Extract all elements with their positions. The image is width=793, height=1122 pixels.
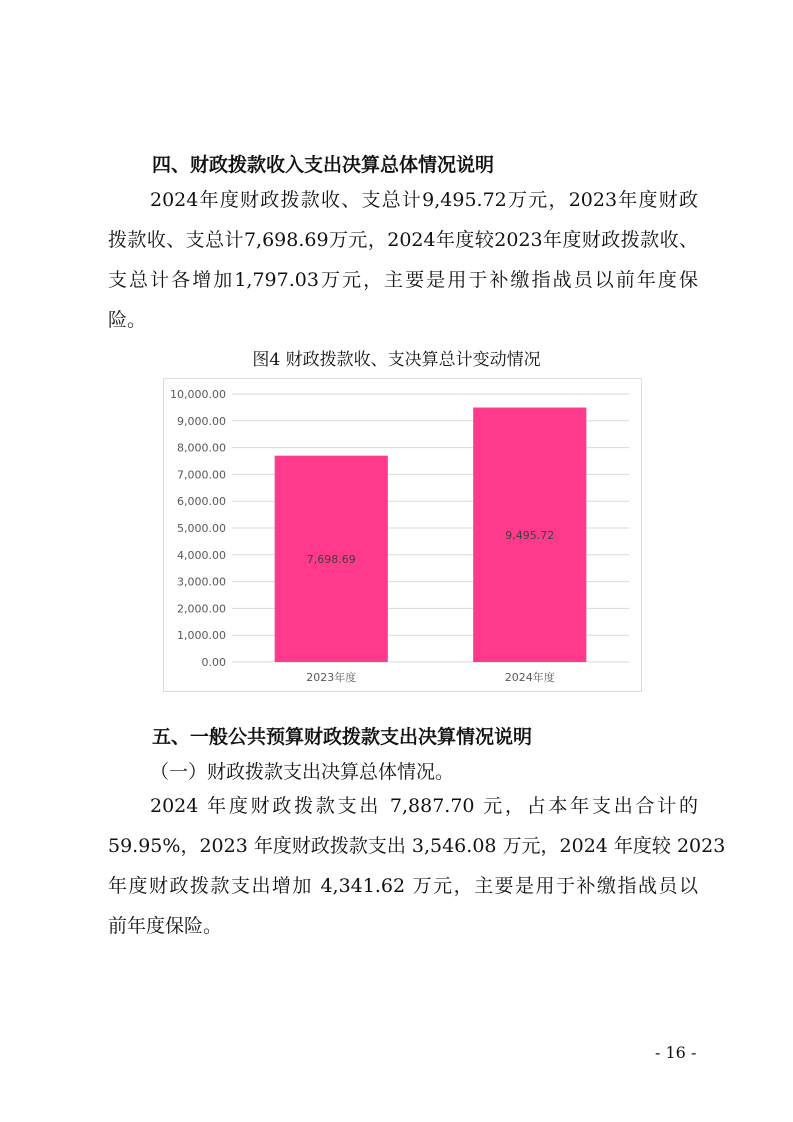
bar-chart-svg [164, 379, 641, 691]
figure-caption: 图4 财政拨款收、支决算总计变动情况 [252, 350, 541, 370]
y-tick-label: 5,000.00 [177, 522, 226, 535]
x-tick-label: 2023年度 [306, 671, 357, 684]
y-tick-label: 9,000.00 [177, 414, 226, 428]
paragraph-line: 支总计各增加1,797.03万元，主要是用于补缴指战员以前年度保 [108, 269, 698, 291]
paragraph-line: 2024 年度财政拨款支出 7,887.70 元，占本年支出合计的 [150, 795, 698, 817]
bar-value-label: 9,495.72 [505, 528, 555, 542]
paragraph-line: 拨款收、支总计7,698.69万元，2024年度较2023年度财政拨款收、 [108, 229, 698, 251]
y-tick-label: 1,000.00 [177, 629, 226, 643]
page-number: - 16 - [655, 1043, 697, 1062]
section-5-heading: 五、一般公共预算财政拨款支出决算情况说明 [152, 726, 533, 748]
paragraph-line: 59.95%，2023 年度财政拨款支出 3,546.08 万元，2024 年度较 2023 [108, 835, 726, 857]
y-tick-label: 2,000.00 [177, 602, 226, 616]
section-4-heading: 四、财政拨款收入支出决算总体情况说明 [152, 154, 495, 176]
y-tick-label: 3,000.00 [177, 575, 226, 589]
section-5-paragraph [108, 786, 726, 946]
paragraph-line: 险。 [108, 309, 147, 331]
paragraph-line: 前年度保险。 [108, 915, 223, 937]
section-4-paragraph [108, 180, 698, 340]
bar-value-label: 7,698.69 [306, 552, 356, 566]
paragraph-line: 年度财政拨款支出增加 4,341.62 万元，主要是用于补缴指战员以 [108, 875, 698, 897]
y-tick-label: 4,000.00 [177, 548, 226, 562]
section-5-subheading: （一）财政拨款支出决算总体情况。 [150, 761, 455, 783]
x-tick-label: 2024年度 [504, 671, 555, 684]
bar-chart [163, 378, 642, 692]
y-tick-label: 6,000.00 [177, 495, 226, 509]
y-tick-label: 7,000.00 [177, 468, 226, 482]
paragraph-line: 2024年度财政拨款收、支总计9,495.72万元，2023年度财政 [150, 189, 698, 211]
y-tick-label: 0.00 [201, 656, 226, 669]
y-tick-label: 10,000.00 [170, 388, 226, 401]
y-tick-label: 8,000.00 [177, 441, 226, 455]
